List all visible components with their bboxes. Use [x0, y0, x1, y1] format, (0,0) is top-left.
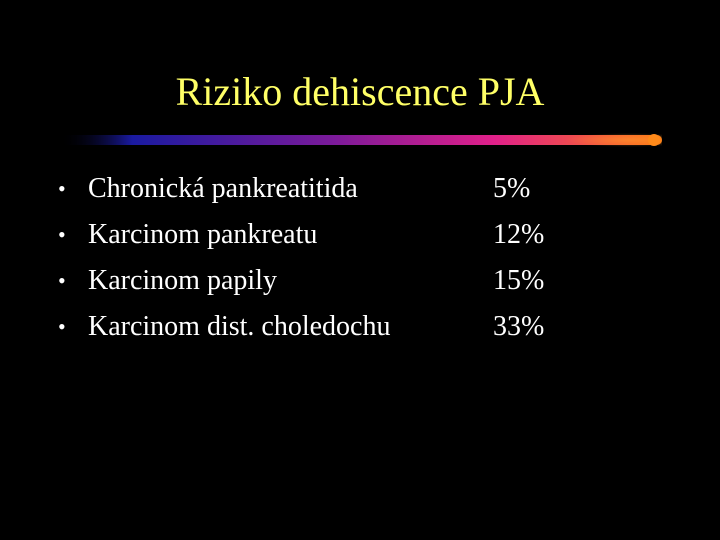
- list-item: [0, 304, 720, 350]
- bullet: •: [58, 268, 66, 293]
- bullet: •: [58, 314, 66, 339]
- item-value: 15%: [493, 265, 545, 296]
- item-value: 33%: [493, 311, 545, 342]
- bullet: •: [58, 176, 66, 201]
- title-underline-rule: [60, 130, 662, 150]
- item-label: Karcinom papily: [88, 265, 277, 296]
- item-label: Chronická pankreatitida: [88, 173, 358, 204]
- item-label: Karcinom pankreatu: [88, 219, 318, 250]
- item-label: Karcinom dist. choledochu: [88, 311, 391, 342]
- risk-list: [0, 166, 720, 350]
- item-value: 5%: [493, 173, 531, 204]
- slide-title: Riziko dehiscence PJA: [175, 69, 545, 114]
- item-value: 12%: [493, 219, 545, 250]
- list-item: [0, 258, 720, 304]
- bullet: •: [58, 222, 66, 247]
- list-item: [0, 212, 720, 258]
- list-item: [0, 166, 720, 212]
